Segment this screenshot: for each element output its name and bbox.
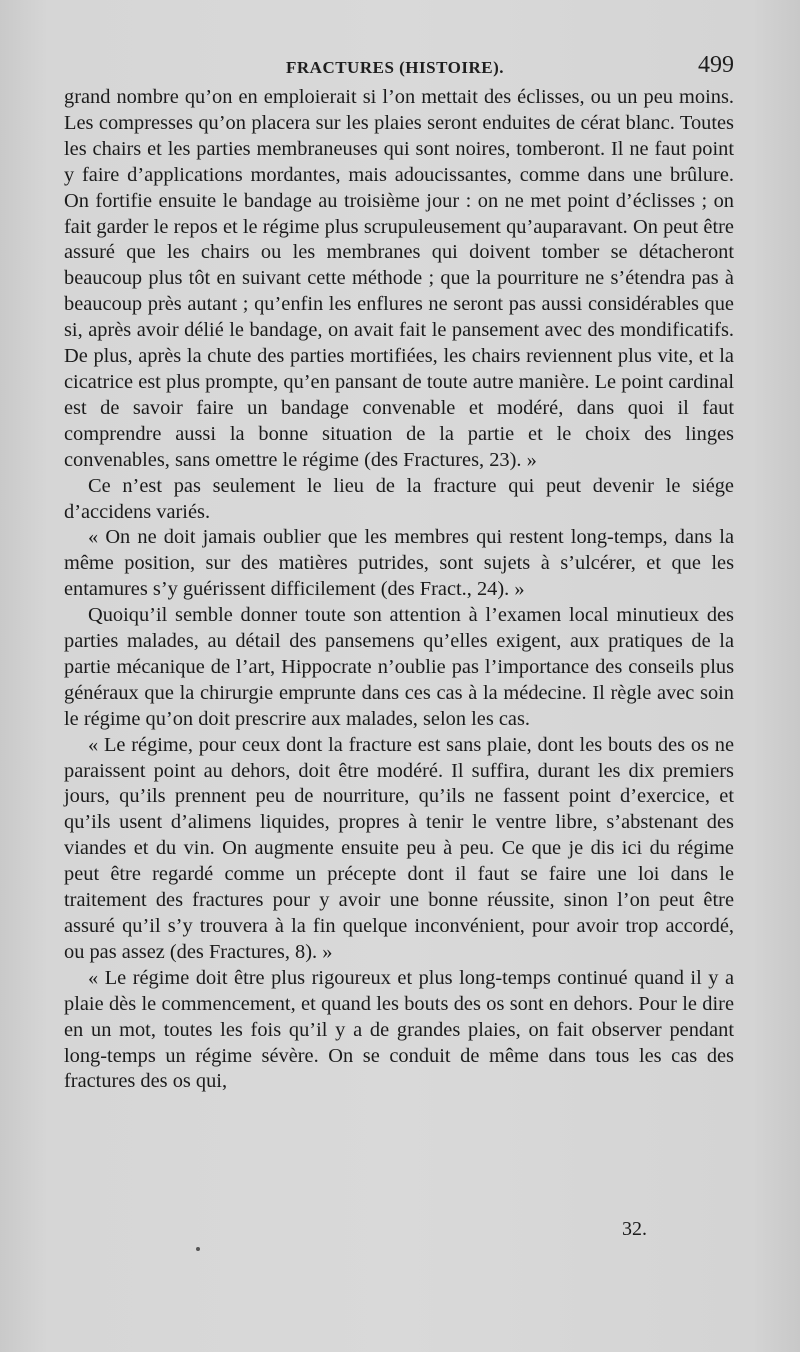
paragraph-continuation: grand nombre qu’on en emploierait si l’on mettait des éclisses, ou un peu moins. Les compresses qu’on placera sur les plaies seront enduites de cérat blanc. Toutes les chairs et les parties membraneuses qui sont noires, tomberont. Il ne faut point y faire d’applications mordantes, mais adoucissantes, comme dans une brûlure. On fortifie ensuite le bandage au troisième jour : on ne met point d’éclisses ; on fait garder le repos et le régime plus scrupuleusement qu’auparavant. On peut être assuré que les chairs ou les membranes qui doivent tomber se détacheront beaucoup plus tôt en suivant cette méthode ; que la pourriture ne s’étendra pas à beaucoup près autant ; qu’enfin les enflures ne seront pas aussi considérables que si, après avoir délié le bandage, on avait fait le pansement avec des mondificatifs. De plus, après la chute des parties mortifiées, les chairs reviennent plus vite, et la cicatrice est plus prompte, qu’en pansant de toute autre manière. Le point cardinal est de savoir faire un bandage convenable et modéré, dans quoi il faut comprendre aussi la bonne situation de la partie et le choix des linges convenables, sans omettre le régime (des Fractures, 23). » — [64, 86, 734, 471]
paragraph-quote: « On ne doit jamais oublier que les membres qui restent long-temps, dans la même position, sur des matières putrides, sont sujets à s’ulcérer, et que les entamures s’y guérissent difficilement (des Fract., 24). » — [64, 526, 734, 601]
page-header — [64, 52, 734, 82]
paragraph: Quoiqu’il semble donner toute son attention à l’examen local minutieux des parties malades, au détail des pansemens qu’elles exigent, aux pratiques de la partie mécanique de l’art, Hippocrate n’oublie pas l’importance des conseils plus généraux que la chirurgie emprunte dans ces cas à la médecine. Il règle avec soin le régime qu’on doit prescrire aux malades, selon les cas. — [64, 604, 734, 730]
running-title: FRACTURES (HISTOIRE). — [286, 58, 505, 77]
paragraph-quote: « Le régime doit être plus rigoureux et plus long-temps continué quand il y a plaie dès le commencement, et quand les bouts des os sont en dehors. Pour le dire en un mot, toutes les fois qu’il y a de grandes plaies, on fait observer pendant long-temps un régime sévère. On se conduit de même dans tous les cas des fractures des os qui, — [64, 966, 734, 1093]
body-text — [64, 85, 734, 1095]
paragraph: Ce n’est pas seulement le lieu de la fracture qui peut devenir le siége d’accidens variés. — [64, 474, 734, 523]
signature-mark: 32. — [622, 1218, 647, 1240]
ink-speck — [196, 1247, 200, 1251]
paragraph-quote: « Le régime, pour ceux dont la fracture est sans plaie, dont les bouts des os ne paraissent point au dehors, doit être modéré. Il suffira, durant les dix premiers jours, qu’ils prennent peu de nourriture, qu’ils ne fassent point d’exercice, et qu’ils usent d’alimens liquides, propres à tenir le ventre libre, s’abstenant des viandes et du vin. On augmente ensuite peu à peu. Ce que je dis ici du régime peut être regardé comme un précepte dont il faut se faire une loi dans le traitement des fractures pour y avoir une bonne réussite, sinon l’on peut être assuré qu’il s’y trouvera à la fin quelque inconvénient, pour avoir trop accordé, ou pas assez (des Fractures, 8). » — [64, 733, 734, 963]
page-number: 499 — [698, 52, 734, 78]
